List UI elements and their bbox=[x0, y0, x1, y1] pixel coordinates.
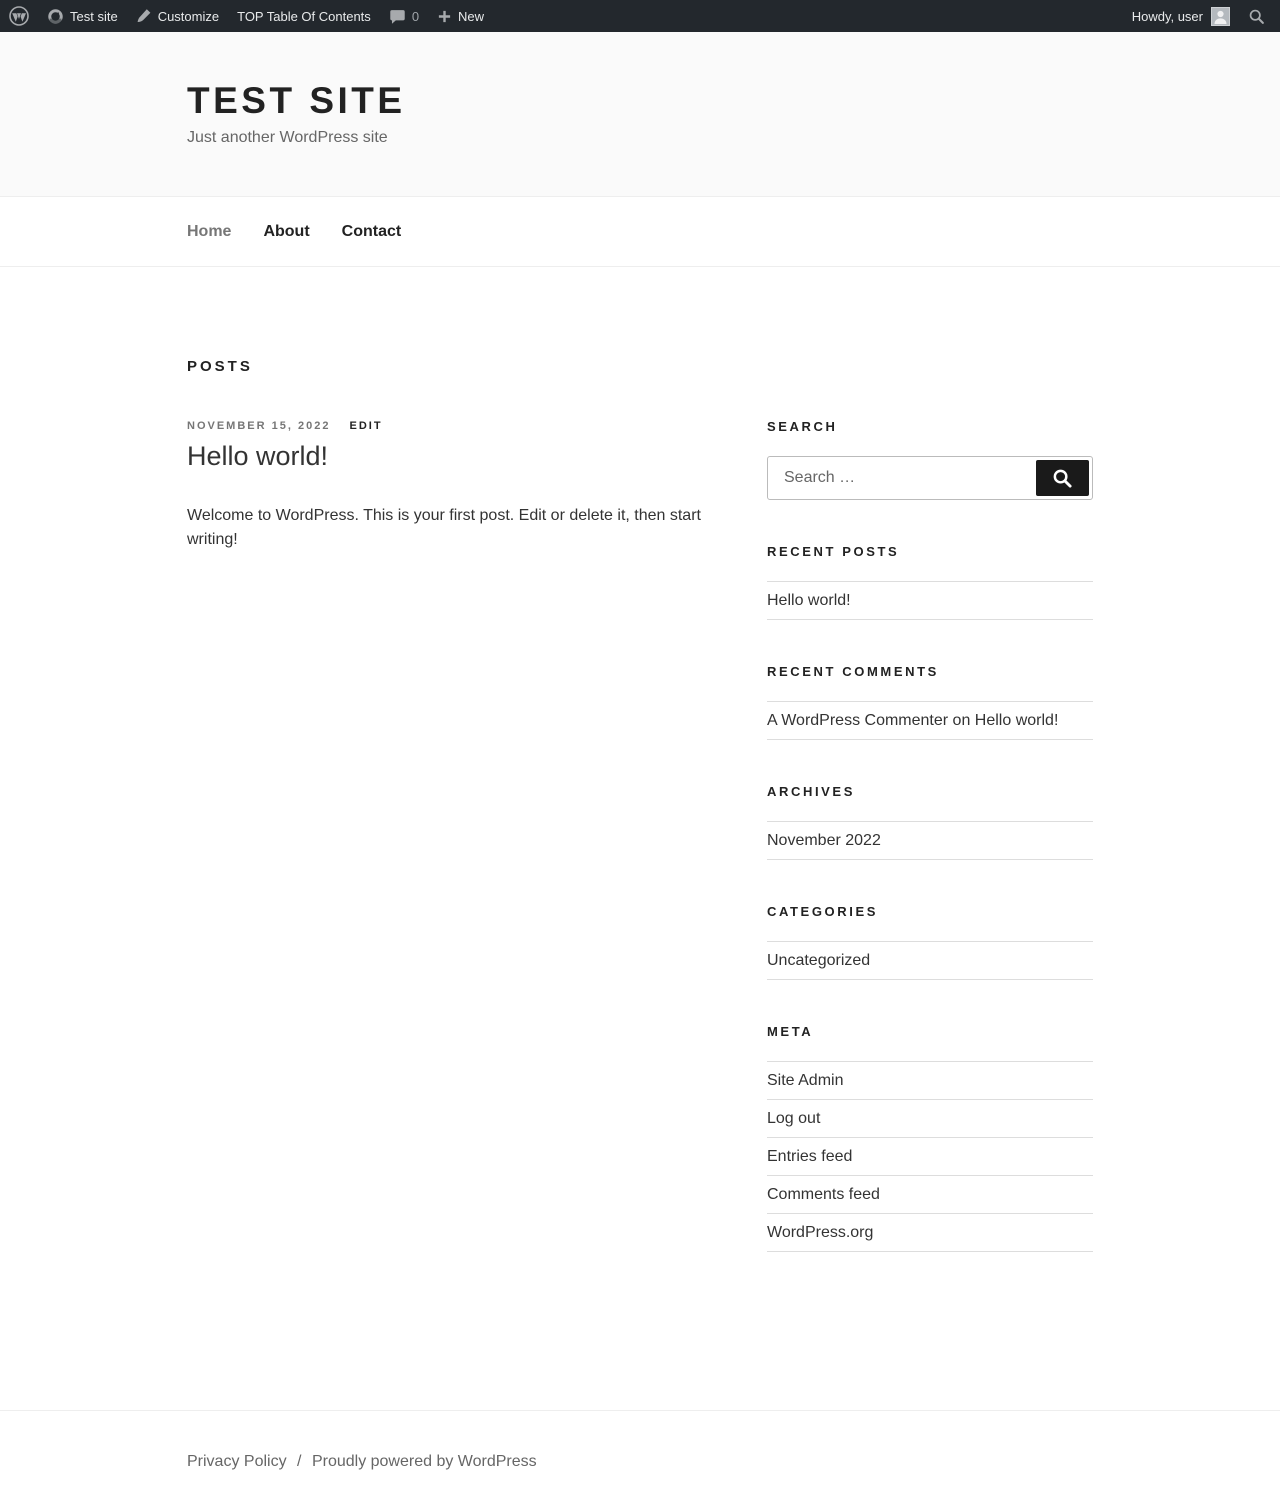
comment-author-link[interactable]: A WordPress Commenter bbox=[767, 712, 949, 729]
footer-separator: / bbox=[297, 1453, 302, 1470]
howdy-label: Howdy, user bbox=[1131, 8, 1203, 24]
search-form bbox=[767, 456, 1093, 500]
meta-entries-feed-link[interactable]: Entries feed bbox=[767, 1148, 853, 1165]
list-item bbox=[767, 1100, 1093, 1138]
archive-link[interactable]: November 2022 bbox=[767, 832, 881, 849]
customize-menu[interactable] bbox=[127, 0, 228, 32]
post-date-link[interactable]: NOVEMBER 15, 2022 bbox=[187, 420, 331, 432]
admin-bar-left bbox=[0, 0, 493, 32]
meta-site-admin-link[interactable]: Site Admin bbox=[767, 1072, 844, 1089]
user-avatar bbox=[1211, 7, 1230, 26]
site-title-link[interactable]: TEST SITE bbox=[187, 80, 406, 121]
entry-meta bbox=[187, 420, 717, 432]
post-article bbox=[187, 420, 717, 552]
list-item bbox=[767, 702, 1093, 740]
main-navigation bbox=[0, 197, 1280, 267]
site-tagline: Just another WordPress site bbox=[187, 129, 388, 146]
site-footer bbox=[0, 1410, 1280, 1507]
powered-by-link[interactable]: Proudly powered by WordPress bbox=[311, 1453, 537, 1470]
recent-comments-widget bbox=[767, 665, 1093, 740]
customize-brush-icon bbox=[136, 8, 152, 24]
archives-widget bbox=[767, 785, 1093, 860]
meta-wordpress-org-link[interactable]: WordPress.org bbox=[767, 1224, 874, 1241]
post-title-link[interactable]: Hello world! bbox=[187, 441, 329, 471]
new-content-label: New bbox=[458, 8, 485, 24]
categories-widget bbox=[767, 905, 1093, 980]
comments-count: 0 bbox=[411, 8, 420, 24]
archives-title: ARCHIVES bbox=[767, 784, 855, 799]
meta-log-out-link[interactable]: Log out bbox=[767, 1110, 821, 1127]
recent-posts-list bbox=[767, 581, 1093, 620]
meta-list bbox=[767, 1061, 1093, 1252]
list-item bbox=[767, 1176, 1093, 1214]
wp-logo-menu[interactable] bbox=[0, 0, 38, 32]
categories-list bbox=[767, 941, 1093, 980]
wordpress-logo-icon bbox=[9, 6, 29, 26]
privacy-policy-link[interactable]: Privacy Policy bbox=[187, 1453, 287, 1470]
plus-icon bbox=[437, 9, 452, 24]
nav-item-home[interactable]: Home bbox=[187, 222, 232, 240]
post-body: Welcome to WordPress. This is your first post. Edit or delete it, then start writing! bbox=[187, 507, 701, 549]
nav-item-contact[interactable]: Contact bbox=[341, 222, 402, 240]
site-header bbox=[0, 32, 1280, 197]
nav-item-about[interactable]: About bbox=[263, 222, 310, 240]
search-widget bbox=[767, 420, 1093, 500]
admin-bar bbox=[0, 0, 1280, 32]
post-edit-link[interactable]: EDIT bbox=[349, 420, 383, 432]
recent-post-link[interactable]: Hello world! bbox=[767, 592, 851, 609]
customize-menu-label: Customize bbox=[157, 8, 220, 24]
comment-post-link[interactable]: Hello world! bbox=[974, 712, 1059, 729]
toc-menu-label: TOP Table Of Contents bbox=[237, 8, 371, 24]
comment-bubble-icon bbox=[389, 8, 406, 25]
recent-posts-widget bbox=[767, 545, 1093, 620]
admin-bar-right bbox=[1123, 0, 1280, 32]
search-input[interactable] bbox=[771, 460, 1036, 496]
page-title: POSTS bbox=[187, 358, 253, 375]
meta-title: META bbox=[767, 1024, 814, 1039]
content-row bbox=[187, 420, 1093, 1297]
search-magnifier-icon bbox=[1052, 468, 1073, 489]
site-content bbox=[187, 267, 1093, 1410]
category-link[interactable]: Uncategorized bbox=[767, 952, 871, 969]
list-item bbox=[767, 582, 1093, 620]
toc-menu[interactable] bbox=[228, 0, 380, 32]
my-account-menu[interactable] bbox=[1123, 0, 1239, 32]
site-menu-label: Test site bbox=[70, 8, 118, 24]
dashboard-gauge-icon bbox=[47, 8, 64, 25]
comments-menu[interactable] bbox=[380, 0, 428, 32]
list-item bbox=[767, 1138, 1093, 1176]
list-item bbox=[767, 1214, 1093, 1252]
sidebar bbox=[767, 420, 1093, 1297]
comment-connector: on bbox=[952, 712, 971, 729]
categories-title: CATEGORIES bbox=[767, 904, 878, 919]
new-content-menu[interactable] bbox=[428, 0, 493, 32]
search-submit-button[interactable] bbox=[1036, 460, 1089, 496]
recent-comments-list bbox=[767, 701, 1093, 740]
search-icon bbox=[1248, 8, 1265, 25]
meta-widget bbox=[767, 1025, 1093, 1252]
search-widget-title: SEARCH bbox=[767, 419, 838, 434]
recent-posts-title: RECENT POSTS bbox=[767, 544, 900, 559]
archives-list bbox=[767, 821, 1093, 860]
list-item bbox=[767, 942, 1093, 980]
site-menu[interactable] bbox=[38, 0, 127, 32]
admin-search-button[interactable] bbox=[1239, 0, 1274, 32]
posts-column bbox=[187, 420, 717, 568]
list-item bbox=[767, 822, 1093, 860]
recent-comments-title: RECENT COMMENTS bbox=[767, 664, 939, 679]
list-item bbox=[767, 1062, 1093, 1100]
site-branding bbox=[0, 32, 1280, 147]
meta-comments-feed-link[interactable]: Comments feed bbox=[767, 1186, 880, 1203]
